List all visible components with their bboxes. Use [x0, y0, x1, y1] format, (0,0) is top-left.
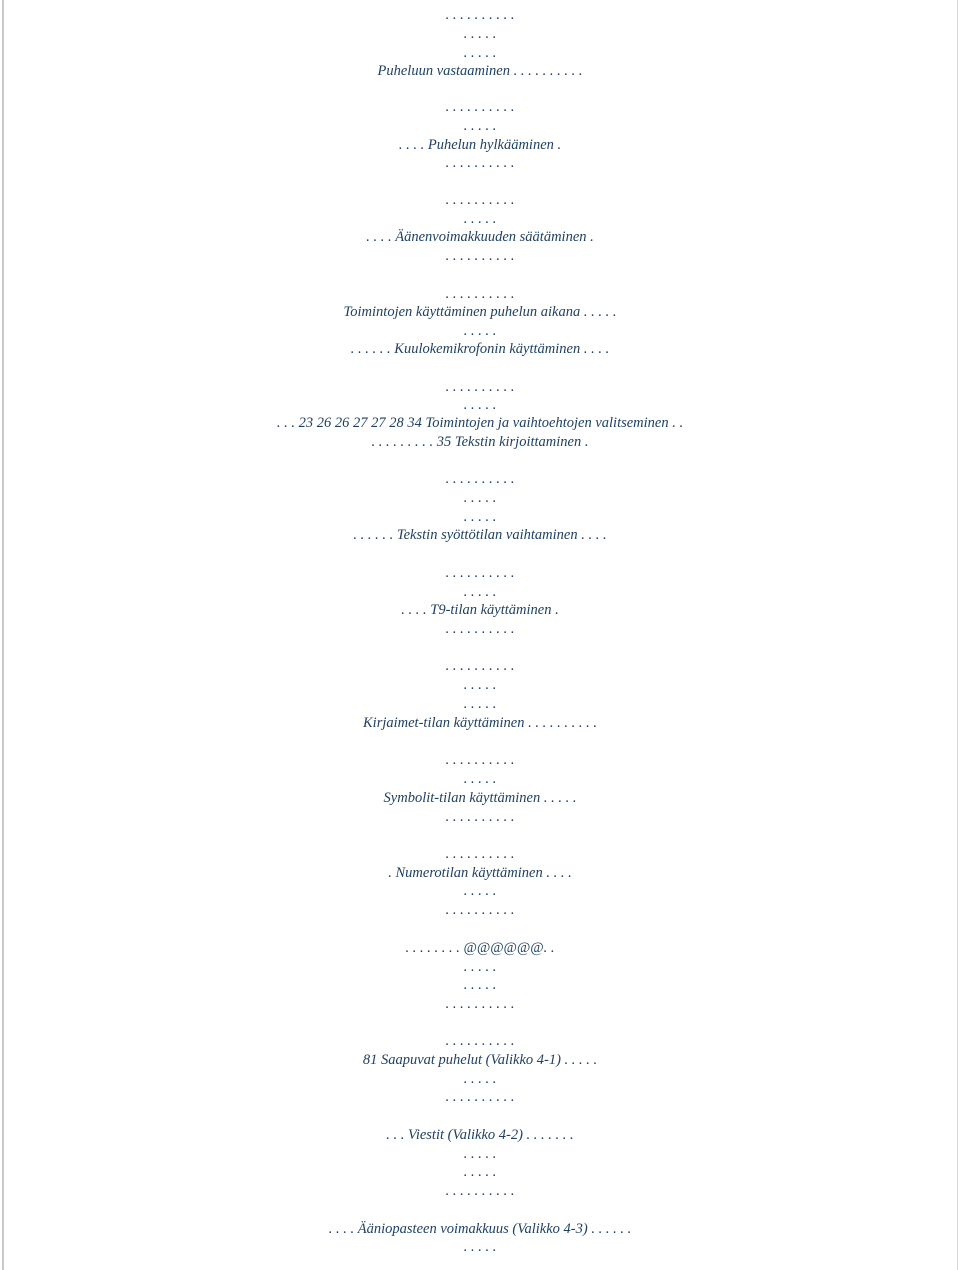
toc-line: . . . . . — [463, 26, 497, 42]
toc-entry-toimintojen-kayttaminen-puhelun-aikana: Toimintojen käyttäminen puhelun aikana . . . . . — [343, 304, 617, 320]
toc-entry-tekstin-kirjoittaminen: . . . . . . . . . 35 Tekstin kirjoittaminen . — [371, 434, 589, 450]
toc-line: . . . . . — [463, 45, 497, 61]
toc-line: . . . . . . . . . . — [445, 1183, 515, 1199]
toc-line: . . . . . . . . . . — [445, 99, 515, 115]
toc-line: . . . . . . . . . . — [445, 809, 515, 825]
toc-line: . . . . . — [463, 1239, 497, 1255]
toc-entry-saapuvat-puhelut: 81 Saapuvat puhelut (Valikko 4-1) . . . . . — [362, 1052, 598, 1068]
toc-line: . . . . . — [463, 490, 497, 506]
toc-line: . . . . . . . . . . — [445, 192, 515, 208]
toc-line: . . . . . — [463, 1071, 497, 1087]
toc-line: . . . . . . . . . . — [445, 1089, 515, 1105]
toc-line: . . . . . . . . . . — [445, 379, 515, 395]
toc-entry-toimintojen-ja-vaihtoehtojen-valitseminen: . . . 23 26 26 27 27 28 34 Toimintojen ja vaihtoehtojen valitseminen . . — [276, 415, 684, 431]
toc-line: . . . . . — [463, 397, 497, 413]
toc-entry-t9-tilan-kayttaminen: . . . . T9-tilan käyttäminen . — [401, 602, 559, 618]
toc-line: . . . . . . . . . . — [445, 565, 515, 581]
toc-entry-tekstin-syottotilan-vaihtaminen: . . . . . . Tekstin syöttötilan vaihtaminen . . . . — [353, 527, 607, 543]
toc-line: . . . . . . . . . . — [445, 846, 515, 862]
toc-entry-kirjaimet-tilan-kayttaminen: Kirjaimet-tilan käyttäminen . . . . . . . . . . — [363, 715, 597, 731]
toc-line: . . . . . — [463, 211, 497, 227]
toc-entry-kuulokemikrofonin-kayttaminen: . . . . . . Kuulokemikrofonin käyttäminen . . . . — [350, 341, 610, 357]
toc-line: . . . . . . . . . . — [445, 7, 515, 23]
toc-line: . . . . . — [463, 323, 497, 339]
toc-entry-viestit: . . . Viestit (Valikko 4-2) . . . . . . . — [386, 1127, 574, 1143]
toc-line: . . . . . . . . . . — [445, 248, 515, 264]
toc-line: . . . . . . . . . . — [445, 658, 515, 674]
toc-entry-aanenvoimakkuuden-saataminen: . . . . Äänenvoimakkuuden säätäminen . — [366, 229, 594, 245]
toc-entry-symbolit-tilan-kayttaminen: Symbolit-tilan käyttäminen . . . . . — [383, 790, 577, 806]
toc-entry-puheluun-vastaaminen: Puheluun vastaaminen . . . . . . . . . . — [377, 63, 583, 79]
toc-line: . . . . . . . . . . — [445, 286, 515, 302]
toc-line: . . . . . . . . . . — [445, 752, 515, 768]
toc-line: . . . . . — [463, 677, 497, 693]
toc-line: . . . . . . . . @@@@@@. . — [405, 940, 555, 956]
toc-line: . . . . . . . . . . — [445, 902, 515, 918]
toc-line: . . . . . — [463, 696, 497, 712]
toc-entry-numerotilan-kayttaminen: . Numerotilan käyttäminen . . . . — [388, 865, 572, 881]
toc-line: . . . . . — [463, 883, 497, 899]
toc-line: . . . . . — [463, 959, 497, 975]
toc-line: . . . . . . . . . . — [445, 621, 515, 637]
toc-line: . . . . . . . . . . — [445, 155, 515, 171]
toc-line: . . . . . . . . . . — [445, 996, 515, 1012]
toc-entry-puhelun-hylkaaminen: . . . . Puhelun hylkääminen . — [398, 137, 562, 153]
toc-line: . . . . . — [463, 1164, 497, 1180]
toc-entry-aaniopasteen-voimakkuus: . . . . Ääniopasteen voimakkuus (Valikko 4-3) . . . . . . — [328, 1221, 632, 1237]
toc-line: . . . . . . . . . . — [445, 1033, 515, 1049]
toc-line: . . . . . — [463, 771, 497, 787]
toc-line: . . . . . — [463, 1146, 497, 1162]
toc-line: . . . . . — [463, 118, 497, 134]
toc-line: . . . . . . . . . . — [445, 471, 515, 487]
toc-line: . . . . . — [463, 584, 497, 600]
toc-line: . . . . . — [463, 977, 497, 993]
toc-line: . . . . . — [463, 509, 497, 525]
